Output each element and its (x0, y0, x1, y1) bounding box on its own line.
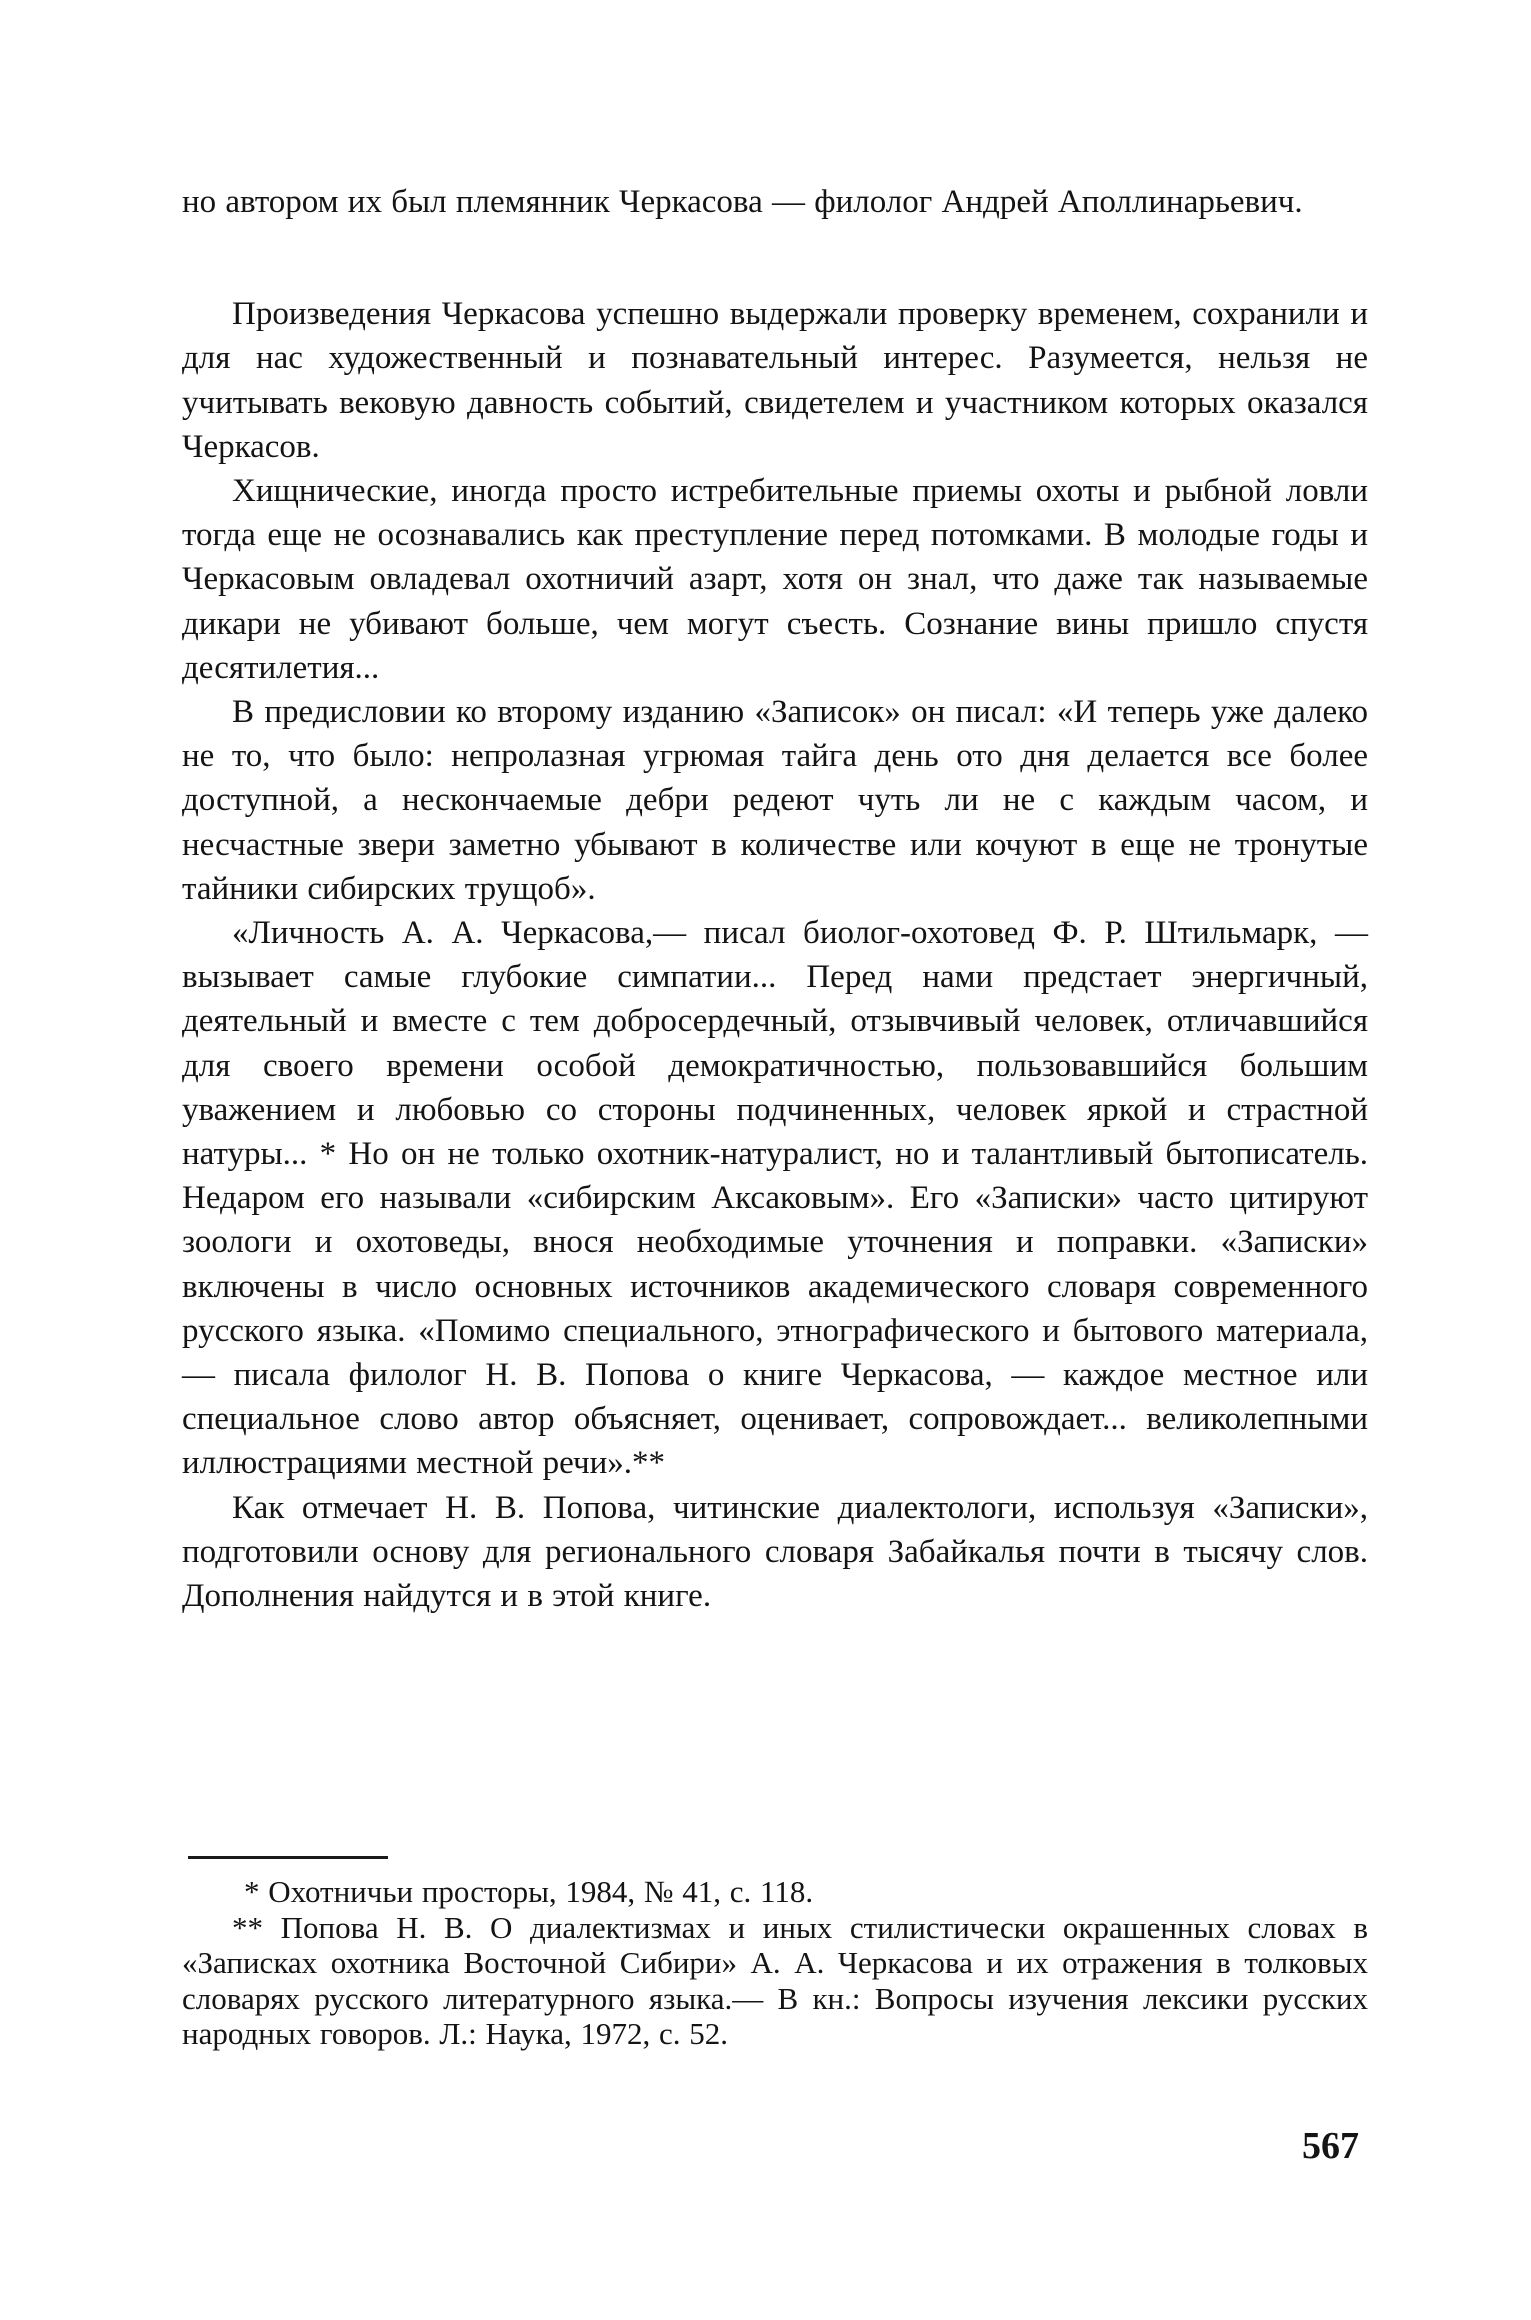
paragraph-3: В предисловии ко второму изданию «Записок» он писал: «И теперь уже далеко не то, что было: непролазная угрюмая тайга день ото дня делается все более доступной, а нескончаемые дебри редеют чуть ли не с каждым часом, и несчастные звери заметно убывают в количестве или кочуют в еще не тронутые тайники сибирских трущоб». (182, 694, 1368, 907)
paragraph-5: Как отмечает Н. В. Попова, читинские диалектологи, используя «Записки», подготовили основу для регионального словаря Забайкалья почти в тысячу слов. Дополнения найдутся и в этой книге. (182, 1489, 1368, 1615)
paragraph-2: Хищнические, иногда просто истребительные приемы охоты и рыбной ловли тогда еще не осознавались как преступление перед потомками. В молодые годы и Черкасовым овладевал охотничий азарт, хотя он знал, что даже так называемые дикари не убивают больше, чем могут съесть. Сознание вины пришло спустя десятилетия... (182, 473, 1368, 686)
main-text (182, 180, 1368, 1618)
footnotes (182, 1874, 1368, 2052)
footnote-separator (188, 1856, 388, 1859)
page-number: 567 (1302, 2125, 1359, 2167)
continuation-paragraph: но автором их был племянник Черкасова — филолог Андрей Аполлинарьевич. (182, 184, 1303, 220)
footnote-2: ** Попова Н. В. О диалектизмах и иных стилистически окрашенных словах в «Записках охотника Восточной Сибири» А. А. Черкасова и их отражения в толковых словарях русского литературного языка.— В кн.: Вопросы изучения лексики русских народных говоров. Л.: Наука, 1972, с. 52. (182, 1909, 1368, 2051)
paragraph-1: Произведения Черкасова успешно выдержали проверку временем, сохранили и для нас художественный и познавательный интерес. Разумеется, нельзя не учитывать вековую давность событий, свидетелем и участником которых оказался Черкасов. (182, 296, 1368, 465)
footnote-1: * Охотничьи просторы, 1984, № 41, с. 118. (244, 1874, 814, 1909)
paragraph-4: «Личность А. А. Черкасова,— писал биолог-охотовед Ф. Р. Штильмарк, — вызывает самые глубокие симпатии... Перед нами предстает энергичный, деятельный и вместе с тем добросердечный, отзывчивый человек, отличавшийся для своего времени особой демократичностью, пользовавшийся большим уважением и любовью со стороны подчиненных, человек яркой и страстной натуры... * Но он не только охотник-натуралист, но и талантливый бытописатель. Недаром его называли «сибирским Аксаковым». Его «Записки» часто цитируют зоологи и охотоведы, внося необходимые уточнения и поправки. «Записки» включены в число основных источников академического словаря современного русского языка. «Помимо специального, этнографического и бытового материала,— писала филолог Н. В. Попова о книге Черкасова, — каждое местное или специальное слово автор объясняет, оценивает, сопровождает... великолепными иллюстрациями местной речи».** (182, 915, 1368, 1482)
